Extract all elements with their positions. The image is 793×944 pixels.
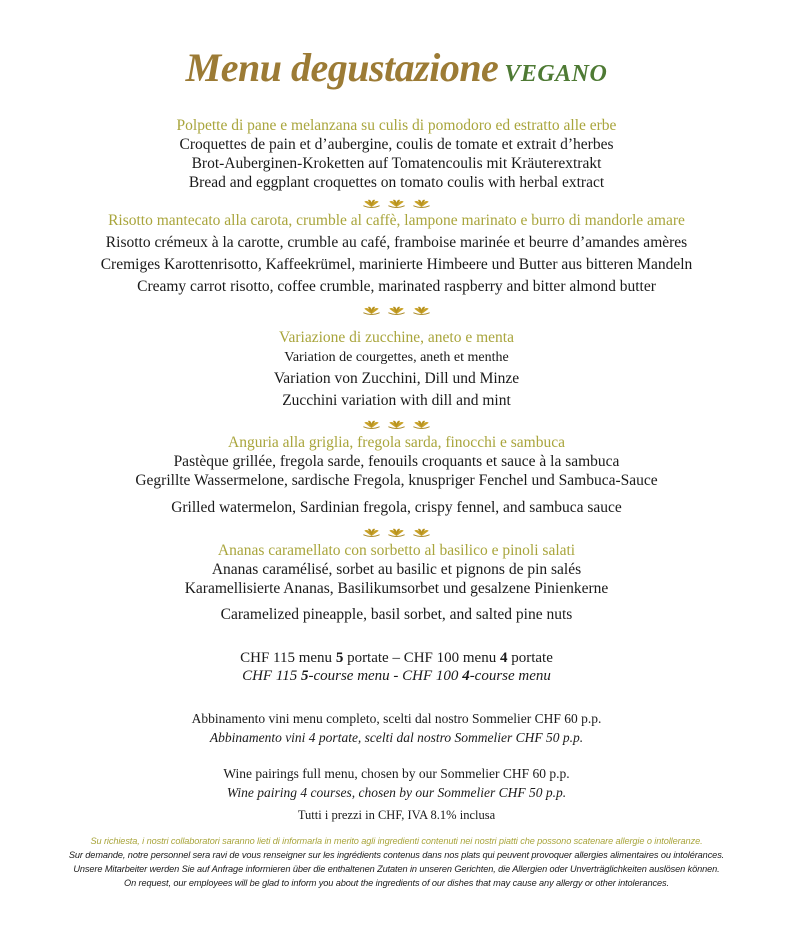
course-french: Variation de courgettes, aneth et menthe bbox=[284, 350, 509, 365]
fan-ornament-icon bbox=[387, 306, 406, 315]
fan-ornament-icon bbox=[387, 528, 406, 537]
price-text: CHF 115 bbox=[242, 668, 301, 684]
price-text: portate – CHF 100 menu bbox=[343, 650, 500, 666]
allergy-notice-english: On request, our employees will be glad to inform you about the ingredients of our dishes that may cause any allergy or other intolerances. bbox=[124, 878, 669, 888]
ornament-divider bbox=[0, 199, 793, 211]
course-german: Cremiges Karottenrisotto, Kaffeekrümel, marinierte Himbeere und Butter aus bitteren Mandeln bbox=[100, 256, 693, 273]
fan-ornament-icon bbox=[412, 199, 431, 208]
ornament-divider bbox=[0, 528, 793, 540]
course-count: 5 bbox=[300, 668, 309, 684]
course-italian: Risotto mantecato alla carota, crumble al caffè, lampone marinato e burro di mandorle amare bbox=[108, 212, 685, 229]
course-english: Zucchini variation with dill and mint bbox=[282, 392, 511, 409]
fan-ornament-icon bbox=[362, 306, 381, 315]
price-text: -course menu - CHF 100 bbox=[308, 668, 463, 684]
fan-ornament-icon bbox=[412, 528, 431, 537]
course-french: Croquettes de pain et d’aubergine, coulis de tomate et extrait d’herbes bbox=[179, 136, 614, 153]
price-text: CHF 115 menu bbox=[240, 650, 336, 666]
pricing-italian bbox=[0, 650, 793, 667]
ornament-divider bbox=[0, 420, 793, 432]
fan-ornament-icon bbox=[387, 420, 406, 429]
wine-pairing-english-full: Wine pairings full menu, chosen by our Sommelier CHF 60 p.p. bbox=[223, 766, 570, 781]
wine-pairing-english-four: Wine pairing 4 courses, chosen by our Sommelier CHF 50 p.p. bbox=[226, 785, 567, 800]
course-german: Karamellisierte Ananas, Basilikumsorbet und gesalzene Pinienkerne bbox=[184, 580, 609, 597]
pricing-english bbox=[0, 668, 793, 685]
course-count: 5 bbox=[335, 650, 344, 666]
fan-ornament-icon bbox=[412, 420, 431, 429]
course-english: Bread and eggplant croquettes on tomato coulis with herbal extract bbox=[188, 174, 605, 191]
course-french: Pastèque grillée, fregola sarde, fenouils croquants et sauce à la sambuca bbox=[173, 453, 620, 470]
fan-ornament-icon bbox=[387, 199, 406, 208]
course-french: Risotto crémeux à la carotte, crumble au café, framboise marinée et beurre d’amandes amères bbox=[105, 234, 688, 251]
price-text: -course menu bbox=[469, 668, 551, 684]
allergy-notice-german: Unsere Mitarbeiter werden Sie auf Anfrage informieren über die enthaltenen Zutaten in unseren Gerichten, die Allergien oder Unverträglichkeiten auslösen können. bbox=[73, 864, 720, 874]
fan-ornament-icon bbox=[412, 306, 431, 315]
course-italian: Ananas caramellato con sorbetto al basilico e pinoli salati bbox=[217, 542, 576, 559]
ornament-divider bbox=[0, 306, 793, 318]
course-english: Caramelized pineapple, basil sorbet, and salted pine nuts bbox=[220, 606, 573, 623]
price-text: portate bbox=[507, 650, 553, 666]
title-main: Menu degustazione bbox=[185, 45, 499, 90]
course-english: Grilled watermelon, Sardinian fregola, crispy fennel, and sambuca sauce bbox=[171, 499, 622, 516]
course-french: Ananas caramélisé, sorbet au basilic et pignons de pin salés bbox=[211, 561, 582, 578]
course-german: Brot-Auberginen-Kroketten auf Tomatencoulis mit Kräuterextrakt bbox=[191, 155, 602, 172]
fan-ornament-icon bbox=[362, 199, 381, 208]
page-title bbox=[0, 44, 793, 94]
course-italian: Polpette di pane e melanzana su culis di pomodoro ed estratto alle erbe bbox=[176, 117, 617, 134]
title-subtitle: VEGANO bbox=[504, 61, 608, 87]
course-italian: Anguria alla griglia, fregola sarda, finocchi e sambuca bbox=[228, 434, 565, 451]
course-count: 4 bbox=[499, 650, 508, 666]
course-count: 4 bbox=[462, 668, 470, 684]
tax-note: Tutti i prezzi in CHF, IVA 8.1% inclusa bbox=[297, 808, 496, 822]
fan-ornament-icon bbox=[362, 420, 381, 429]
course-german: Variation von Zucchini, Dill und Minze bbox=[273, 370, 520, 387]
course-german: Gegrillte Wassermelone, sardische Fregola, knuspriger Fenchel und Sambuca-Sauce bbox=[135, 472, 658, 489]
allergy-notice-italian: Su richiesta, i nostri collaboratori saranno lieti di informarla in merito agli ingredienti contenuti nei nostri piatti che possono scatenare allergie o intolleranze. bbox=[90, 836, 703, 846]
course-english: Creamy carrot risotto, coffee crumble, marinated raspberry and bitter almond butter bbox=[137, 278, 656, 295]
wine-pairing-italian-full: Abbinamento vini menu completo, scelti dal nostro Sommelier CHF 60 p.p. bbox=[191, 711, 602, 726]
course-italian: Variazione di zucchine, aneto e menta bbox=[279, 329, 514, 346]
wine-pairing-italian-four: Abbinamento vini 4 portate, scelti dal nostro Sommelier CHF 50 p.p. bbox=[209, 730, 584, 745]
fan-ornament-icon bbox=[362, 528, 381, 537]
allergy-notice-french: Sur demande, notre personnel sera ravi de vous renseigner sur les ingrédients contenus dans nos plats qui peuvent provoquer allergies alimentaires ou intolérances. bbox=[68, 850, 725, 860]
